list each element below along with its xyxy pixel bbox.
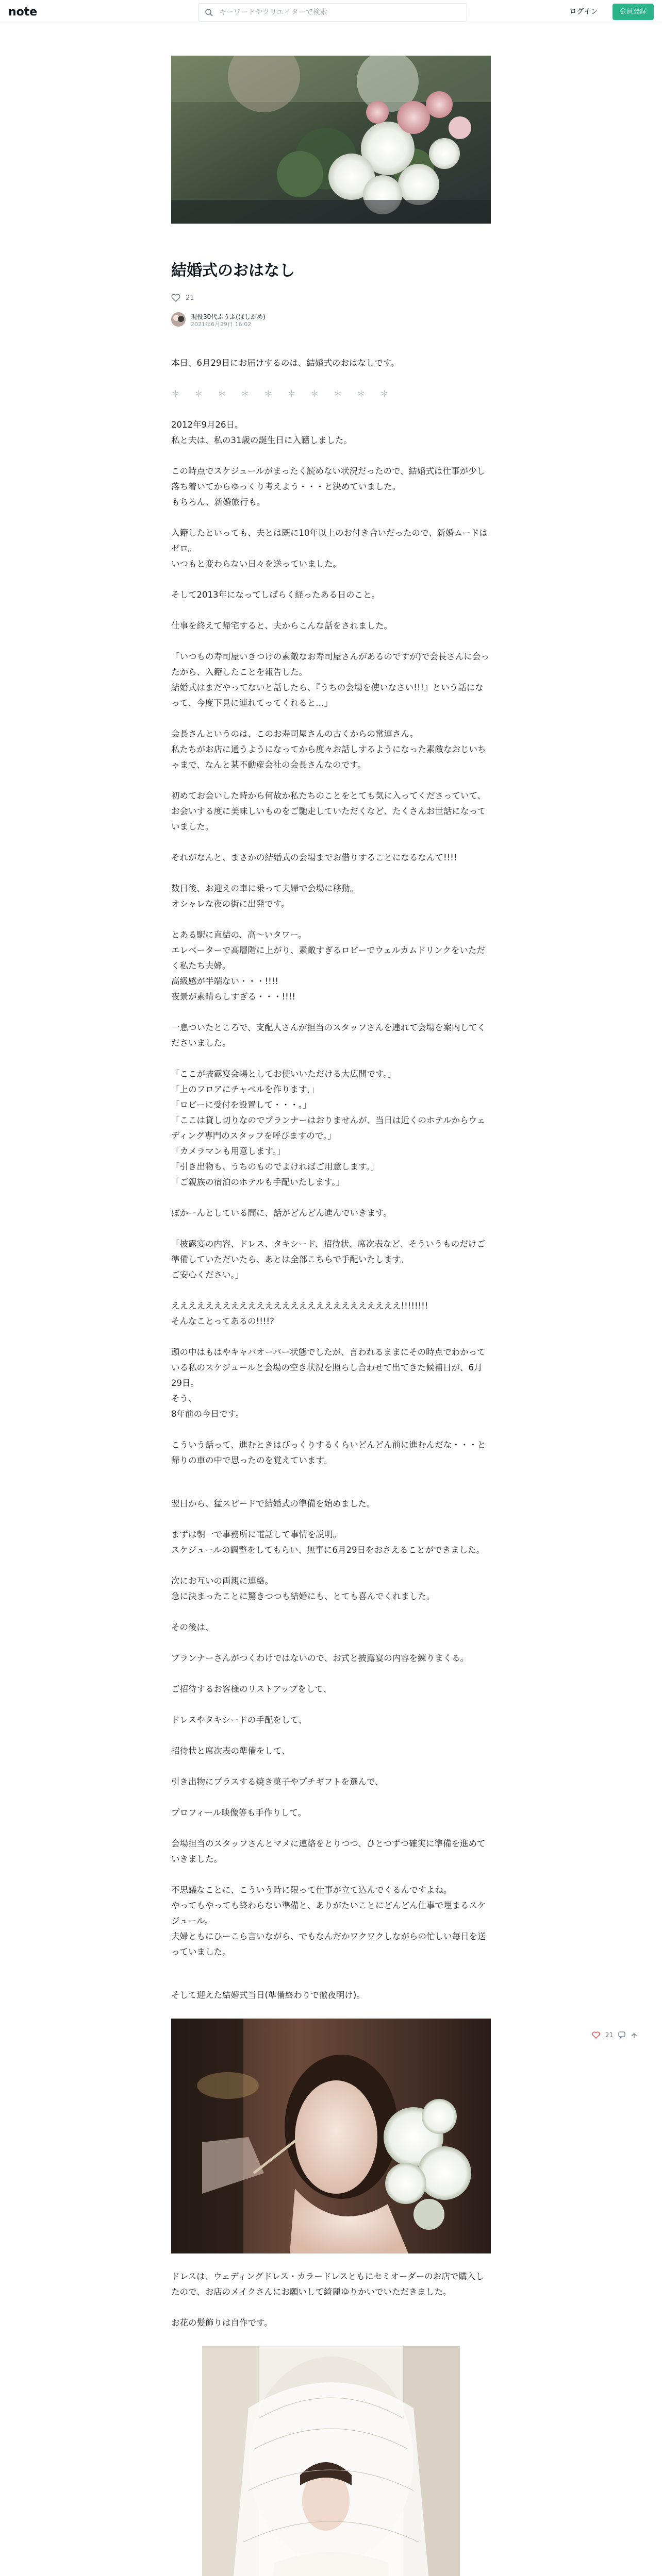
share-icon: [631, 2031, 638, 2039]
paragraph: 「披露宴の内容、ドレス、タキシード、招待状、席次表など、そういうものだけご準備していただいたら、あとは全部こちらで手配いたします。 ご安心ください。」: [171, 1239, 485, 1280]
paragraph: それがなんと、まさかの結婚式の会場までお借りすることになるなんて!!!!: [171, 853, 457, 862]
paragraph: 翌日から、猛スピードで結婚式の準備を始めました。: [171, 1499, 375, 1509]
site-header: [0, 0, 662, 24]
like-row: [171, 292, 194, 304]
avatar[interactable]: [171, 312, 186, 327]
spacer: [171, 1484, 491, 1496]
bouquet-photo: [171, 56, 491, 224]
paragraph: 次にお互いの両親に連絡。 急に決まったことに驚きつつも結婚にも、とても喜んでくれました。: [171, 1576, 435, 1601]
heart-icon: [592, 2031, 600, 2039]
paragraph: 入籍したといっても、夫とは既に10年以上のお付き合いだったので、新婚ムードはゼロ。 いつもと変わらない日々を送っていました。: [171, 528, 488, 569]
spacer: [171, 1975, 491, 1988]
login-button[interactable]: ログイン: [569, 8, 598, 16]
makeup-photo: [171, 2019, 491, 2253]
paragraph: 数日後、お迎えの車に乗って夫婦で会場に移動。 オシャレな夜の街に出発です。: [171, 884, 358, 909]
paragraph: この時点でスケジュールがまったく読めない状況だったので、結婚式は仕事が少し落ち着いてからゆっくり考えよう・・・と決めていました。 もちろん、新婚旅行も。: [171, 466, 486, 507]
paragraph: 会長さんというのは、このお寿司屋さんの古くからの常連さん。 私たちがお店に通うようになってから度々お話しするようになった素敵なおじいちゃまで、なんと某不動産会社の会長さんなのです。: [171, 729, 486, 770]
note-logo-mark: [8, 5, 58, 18]
paragraph: ドレスは、ウェディングドレス・カラードレスともにセミオーダーのお店で購入したので、お店のメイクさんにお願いして綺麗ゆりかいでいただきました。: [171, 2272, 484, 2297]
paragraph: こういう話って、進むときはびっくりするくらいどんどん前に進むんだな・・・と帰りの車の中で思ったのを覚えています。: [171, 1440, 486, 1465]
comment-button[interactable]: [618, 2031, 625, 2039]
paragraph: プロフィール映像等も手作りして。: [171, 1808, 307, 1818]
paragraph: そして2013年になってしばらく経ったある日のこと。: [171, 590, 380, 600]
svg-text:note: note: [8, 6, 38, 18]
paragraph: ぽかーんとしている間に、話がどんどん進んでいきます。: [171, 1208, 392, 1218]
comment-icon: [618, 2031, 625, 2039]
floating-actions: [592, 2029, 638, 2041]
paragraph: 会場担当のスタッフさんとマメに連絡をとりつつ、ひとつずつ確実に準備を進めていきました。: [171, 1839, 486, 1864]
paragraph: とある駅に直結の、高〜いタワー。 エレベーターで高層階に上がり、素敵すぎるロビーでウェルカムドリンクをいただく私たち夫婦。 高級感が半端ない・・・!!!! 夜景が素晴らしすぎる・・・!!!!: [171, 930, 485, 1002]
article-title: 結婚式のおはなし: [171, 262, 295, 280]
article-body: [171, 355, 491, 2576]
note-logo[interactable]: [8, 4, 58, 19]
paragraph: その後は、: [171, 1622, 214, 1632]
divider-stars: ＊ ＊ ＊ ＊ ＊ ＊ ＊ ＊ ＊ ＊: [171, 389, 392, 399]
paragraph: プランナーさんがつくわけではないので、お式と披露宴の内容を練りまくる。: [171, 1653, 469, 1663]
search-icon: [205, 8, 213, 16]
paragraph: 初めてお会いした時から何故か私たちのことをとても気に入ってくださっていて、お会いする度に美味しいものをご馳走していただくなど、たくさんお世話になっていました。: [171, 791, 486, 832]
float-like-count: 21: [605, 2031, 614, 2039]
heart-icon[interactable]: [171, 294, 180, 302]
post-date: 2021年6月29日 16:02: [191, 321, 252, 328]
paragraph: ドレスやタキシードの手配をして、: [171, 1715, 307, 1725]
paragraph: 本日、6月29日にお届けするのは、結婚式のおはなしです。: [171, 358, 400, 368]
search-placeholder: キーワードやクリエイターで検索: [219, 8, 327, 16]
paragraph: 不思議なことに、こういう時に限って仕事が立て込んでくるんですよね。 やってもやっても終わらない準備と、ありがたいことにどんどん仕事で埋まるスケジュール。 夫婦ともにひーこら言いながら、でもなんだかワクワクしながらの忙しい毎日を送っていました。: [171, 1885, 486, 1957]
paragraph: お花の髪飾りは自作です。: [171, 2318, 273, 2328]
paragraph: 「ここが披露宴会場としてお使いいただける大広間です。」 「上のフロアにチャペルを作ります。」 「ロビーに受付を設置して・・・。」 「ここは貸し切りなのでプランナーはおりませんが、当日は近くのホテルからウェディング専門のスタッフを呼びますので。」 「カメラマンも用意します。」 「引き出物も、うちのものでよければご用意します。」 「ご親族の宿泊のホテルも手配いたします。」: [171, 1069, 486, 1187]
share-button[interactable]: [631, 2031, 638, 2039]
paragraph: ご招待するお客様のリストアップをして、: [171, 1684, 332, 1694]
search-box[interactable]: [198, 3, 467, 22]
paragraph: えええええええええええええええええええええええええええ!!!!!!!! そんなことってあるの!!!!?: [171, 1301, 428, 1326]
paragraph: 引き出物にプラスする焼き菓子やプチギフトを選んで、: [171, 1777, 384, 1787]
paragraph: 招待状と席次表の準備をして、: [171, 1746, 290, 1756]
author-name[interactable]: 現役30代ふうふ(ほしがめ): [191, 313, 266, 320]
paragraph: 一息ついたところで、支配人さんが担当のスタッフさんを連れて会場を案内してくださいました。: [171, 1023, 486, 1048]
paragraph: まずは朝一で事務所に電話して事情を説明。 スケジュールの調整をしてもらい、無事に6月29日をおさえることができました。: [171, 1530, 485, 1555]
like-count: 21: [186, 294, 194, 302]
veil-photo: [171, 2346, 491, 2576]
paragraph: 「いつもの寿司屋いきつけの素敵なお寿司屋さんがあるのですが)で会長さんに会ったから、入籍したことを報告した。 結婚式はまだやってないと話したら、『うちの会場を使いなさい!!!』という話になって、今度下見に連れてってくれると…」: [171, 652, 489, 708]
paragraph: 2012年9月26日。 私と夫は、私の31歳の誕生日に入籍しました。: [171, 420, 352, 445]
signup-button[interactable]: 会員登録: [613, 4, 654, 20]
article-hero-image: [171, 56, 491, 224]
paragraph: 頭の中はもはやキャパオーバー状態でしたが、言われるままにその時点でわかっている私のスケジュールと会場の空き状況を照らし合わせて出てきた候補日が、6月29日。 そう、 8年前の今日です。: [171, 1347, 486, 1419]
paragraph: そして迎えた結婚式当日(準備終わりで徹夜明け)。: [171, 1990, 365, 2000]
paragraph: 仕事を終えて帰宅すると、夫からこんな話をされました。: [171, 621, 392, 631]
float-like[interactable]: [592, 2031, 600, 2039]
